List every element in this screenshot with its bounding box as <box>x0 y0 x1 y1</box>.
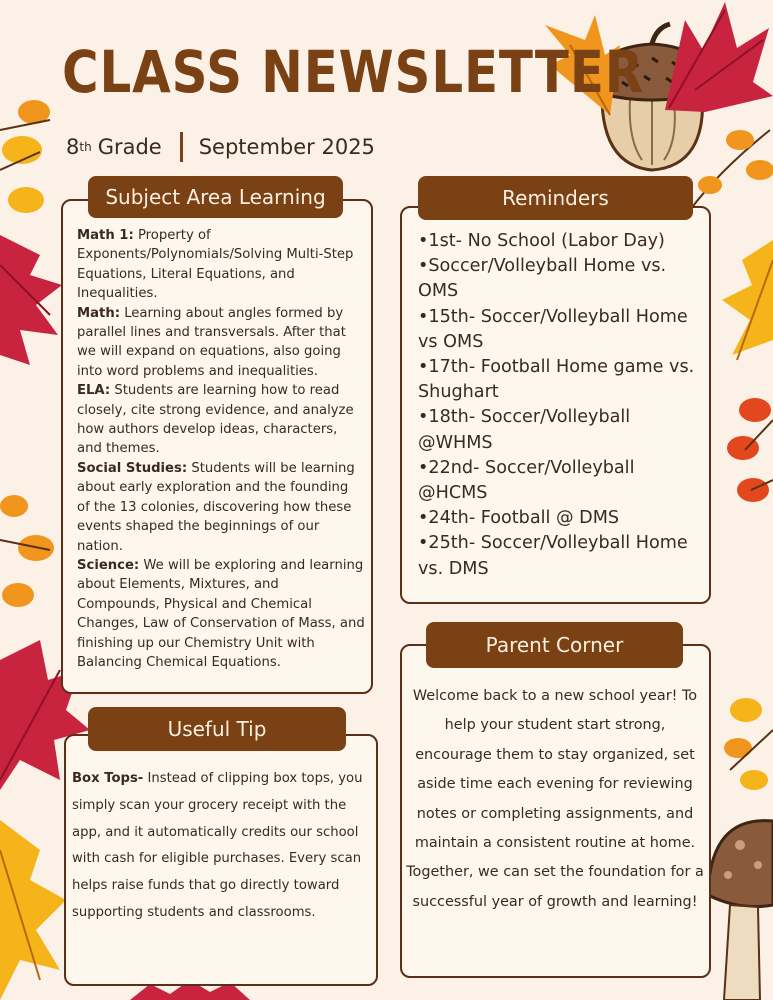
subject-area-content <box>77 226 365 672</box>
newsletter-title: CLASS NEWSLETTER <box>62 38 645 106</box>
newsletter-subtitle <box>66 132 375 162</box>
tip-label: Box Tops- <box>72 771 144 786</box>
parent-corner-heading: Parent Corner <box>426 622 683 668</box>
subject-area-heading: Subject Area Learning <box>88 176 343 218</box>
reminder-item: •15th- Soccer/Volleyball Home vs OMS <box>418 306 688 352</box>
orange-leaf-icon <box>722 230 773 370</box>
reminder-item: •25th- Soccer/Volleyball Home vs. DMS <box>418 533 688 579</box>
useful-tip-heading: Useful Tip <box>88 707 346 751</box>
subject-entry-math1 <box>77 226 365 304</box>
reminder-item: •17th- Football Home game vs. Shughart <box>418 357 695 403</box>
reminder-item: •18th- Soccer/Volleyball @WHMS <box>418 407 631 453</box>
berry-branch-icon <box>720 690 773 800</box>
grade-word: Grade <box>97 135 162 159</box>
orange-leaf-icon <box>0 90 60 220</box>
subject-text: Students will be learning about early exploration and the founding of the 13 colonies, discovering how these events shaped the beginnings of our nation. <box>77 460 355 554</box>
subject-entry-science <box>77 556 365 672</box>
reminders-heading: Reminders <box>418 176 693 220</box>
grade-number: 8 <box>66 135 80 159</box>
reminder-item: •1st- No School (Labor Day) <box>418 231 665 251</box>
subject-text: Property of Exponents/Polynomials/Solving Multi-Step Equations, Literal Equations, and Inequalities. <box>77 228 354 302</box>
useful-tip-content <box>72 766 372 927</box>
reminder-item: •22nd- Soccer/Volleyball @HCMS <box>418 457 635 504</box>
tip-text: Instead of clipping box tops, you simply scan your grocery receipt with the app, and it automatically credits our school with cash for eligible purchases. Every scan helps raise funds that go directly toward supporting students and classrooms. <box>72 771 363 920</box>
berry-branch-icon <box>725 390 773 510</box>
divider <box>180 132 183 162</box>
reminder-item: •Soccer/Volleyball Home vs. OMS <box>418 256 667 302</box>
subject-entry-social-studies <box>77 459 365 556</box>
parent-corner-content: Welcome back to a new school year! To help your student start strong, encourage them to stay organized, set aside time each evening for reviewing notes or completing assignments, and maintain a consistent routine at home. Together, we can set the foundation for a successful year of growth and learning! <box>406 688 704 910</box>
subject-label: Math: <box>77 305 120 321</box>
reminder-item: •24th- Football @ DMS <box>418 508 620 529</box>
newsletter-date: September 2025 <box>198 135 375 159</box>
subject-entry-math <box>77 304 365 382</box>
orange-leaf-icon <box>0 490 58 620</box>
red-leaf-icon <box>645 0 773 120</box>
reminders-list <box>418 229 703 582</box>
subject-label: ELA: <box>77 383 111 399</box>
subject-label: Science: <box>77 557 140 573</box>
red-leaf-icon <box>0 225 62 375</box>
subject-entry-ela <box>77 381 365 459</box>
subject-text: We will be exploring and learning about Elements, Mixtures, and Compounds, Physical and Chemical Changes, Law of Conservation of Mass, and finishing up our Chemistry Unit with Balancing Chemical Equations. <box>77 557 365 670</box>
grade-suffix: th <box>79 140 92 154</box>
berry-branch-icon <box>680 110 773 220</box>
subject-label: Math 1: <box>77 228 134 243</box>
subject-label: Social Studies: <box>77 460 188 476</box>
orange-leaf-icon <box>0 820 70 1000</box>
subject-text: Students are learning how to read closely, cite strong evidence, and analyze how authors develop ideas, characters, and themes. <box>77 383 354 457</box>
subject-text: Learning about angles formed by parallel lines and transversals. After that we will expand on equations, also going into word problems and inequalities. <box>77 305 346 379</box>
